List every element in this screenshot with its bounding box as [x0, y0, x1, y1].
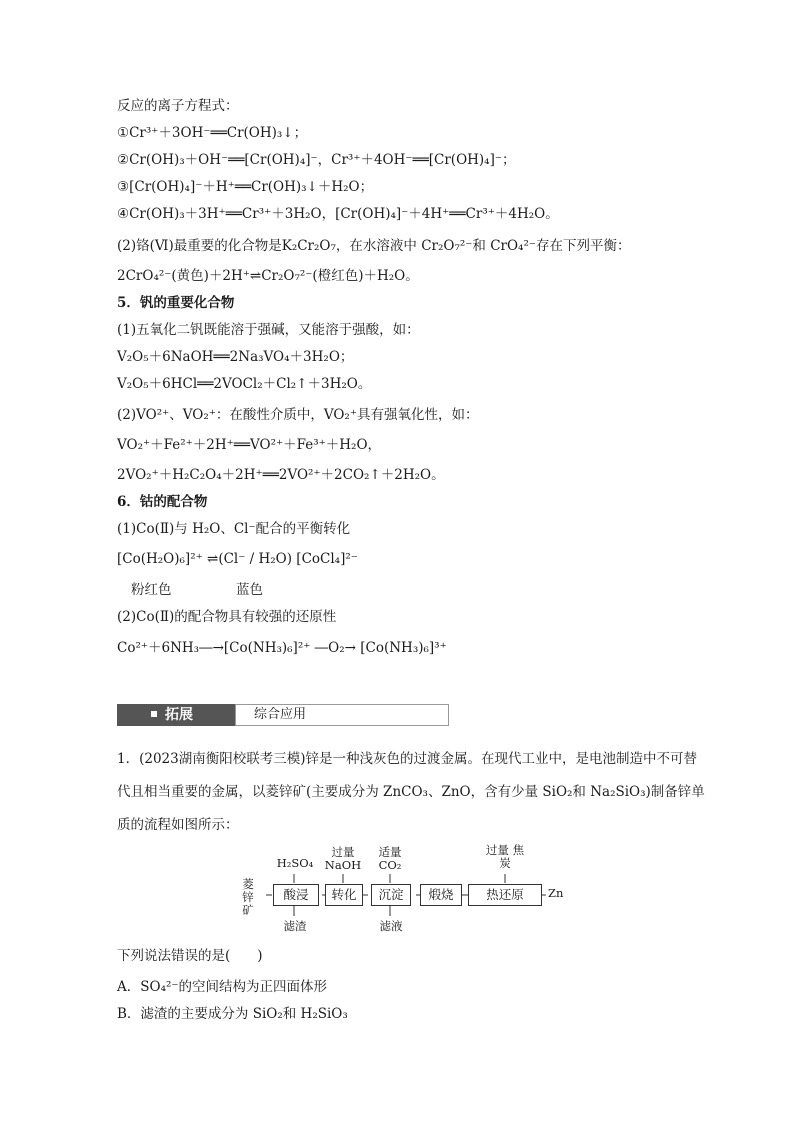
banner-tag-text: 拓展	[165, 707, 193, 723]
section-banner	[117, 690, 432, 728]
flow-input: 过量 NaOH	[324, 845, 362, 872]
flow-step: 热还原	[468, 884, 542, 906]
text-line: (1)五氧化二钒既能溶于强碱，又能溶于强酸，如：	[117, 322, 420, 338]
equation-line: 2VO₂⁺＋H₂C₂O₄＋2H⁺══2VO²⁺＋2CO₂↑＋2H₂O。	[117, 467, 445, 483]
color-label: 粉红色	[131, 582, 172, 598]
flow-input: 过量 焦炭	[485, 843, 525, 870]
equation-line: ②Cr(OH)₃＋OH⁻══[Cr(OH)₄]⁻，Cr³⁺＋4OH⁻══[Cr(OH)₄]⁻；	[117, 152, 516, 168]
flow-step: 转化	[325, 884, 363, 906]
flow-step: 沉淀	[371, 884, 411, 906]
section-heading: 6．钴的配合物	[117, 494, 208, 510]
equation-line: 2CrO₄²⁻(黄色)＋2H⁺⇌Cr₂O₇²⁻(橙红色)＋H₂O。	[117, 268, 419, 284]
process-flowchart	[240, 838, 564, 938]
option-a[interactable]: A．SO₄²⁻的空间结构为正四面体形	[117, 979, 328, 995]
text-line: 反应的离子方程式：	[117, 98, 239, 114]
equation-line: ①Cr³⁺＋3OH⁻══Cr(OH)₃↓；	[117, 125, 308, 141]
banner-tag	[117, 704, 235, 726]
text-line: (1)Co(Ⅱ)与 H₂O、Cl⁻配合的平衡转化	[117, 521, 351, 537]
color-label: 蓝色	[236, 582, 263, 598]
option-b[interactable]: B．滤渣的主要成分为 SiO₂和 H₂SiO₃	[117, 1006, 348, 1022]
text-line: (2)Co(Ⅱ)的配合物具有较强的还原性	[117, 609, 337, 625]
text-line: (2)VO²⁺、VO₂⁺：在酸性介质中，VO₂⁺具有强氧化性，如：	[117, 407, 479, 423]
flow-end: Zn	[548, 886, 564, 900]
text-line: (2)铬(Ⅵ)最重要的化合物是K₂Cr₂O₇，在水溶液中 Cr₂O₇²⁻和 CrO₄²⁻存在下列平衡：	[117, 238, 631, 254]
flow-input: H₂SO₄	[276, 856, 314, 870]
flow-output: 滤渣	[283, 919, 307, 933]
equation-line: Co²⁺＋6NH₃―→[Co(NH₃)₆]²⁺ ―O₂→ [Co(NH₃)₆]³⁺	[117, 640, 447, 656]
section-heading: 5．钒的重要化合物	[117, 295, 235, 311]
flow-step: 酸浸	[273, 884, 319, 906]
equation-line: ④Cr(OH)₃＋3H⁺══Cr³⁺＋3H₂O，[Cr(OH)₄]⁻＋4H⁺══Cr³⁺＋4H₂O。	[117, 206, 559, 222]
equation-line: [Co(H₂O)₆]²⁺ ⇌(Cl⁻ / H₂O) [CoCl₄]²⁻	[117, 551, 358, 567]
flow-step: 煅烧	[420, 884, 462, 906]
banner-label: 综合应用	[235, 704, 449, 726]
equation-line: V₂O₅＋6HCl══2VOCl₂＋Cl₂↑＋3H₂O。	[117, 376, 372, 392]
question-ask: 下列说法错误的是( )	[117, 948, 263, 964]
square-icon	[151, 711, 157, 717]
question-text: 1．(2023湖南衡阳校联考三模)锌是一种浅灰色的过渡金属。在现代工业中，是电池制造中不可替代且相当重要的金属，以菱锌矿(主要成分为 ZnCO₃、ZnO，含有少量 SiO₂和 Na₂SiO₃)制备锌单质的流程如图所示：	[117, 751, 705, 833]
equation-line: VO₂⁺＋Fe²⁺＋2H⁺══VO²⁺＋Fe³⁺＋H₂O，	[117, 437, 382, 453]
flow-input: 适量 CO₂	[378, 845, 402, 872]
flow-start: 菱锌矿	[242, 877, 254, 917]
flow-output: 滤液	[379, 919, 403, 933]
equation-line: ③[Cr(OH)₄]⁻＋H⁺══Cr(OH)₃↓＋H₂O；	[117, 179, 374, 195]
equation-line: V₂O₅＋6NaOH══2Na₃VO₄＋3H₂O；	[117, 349, 354, 365]
